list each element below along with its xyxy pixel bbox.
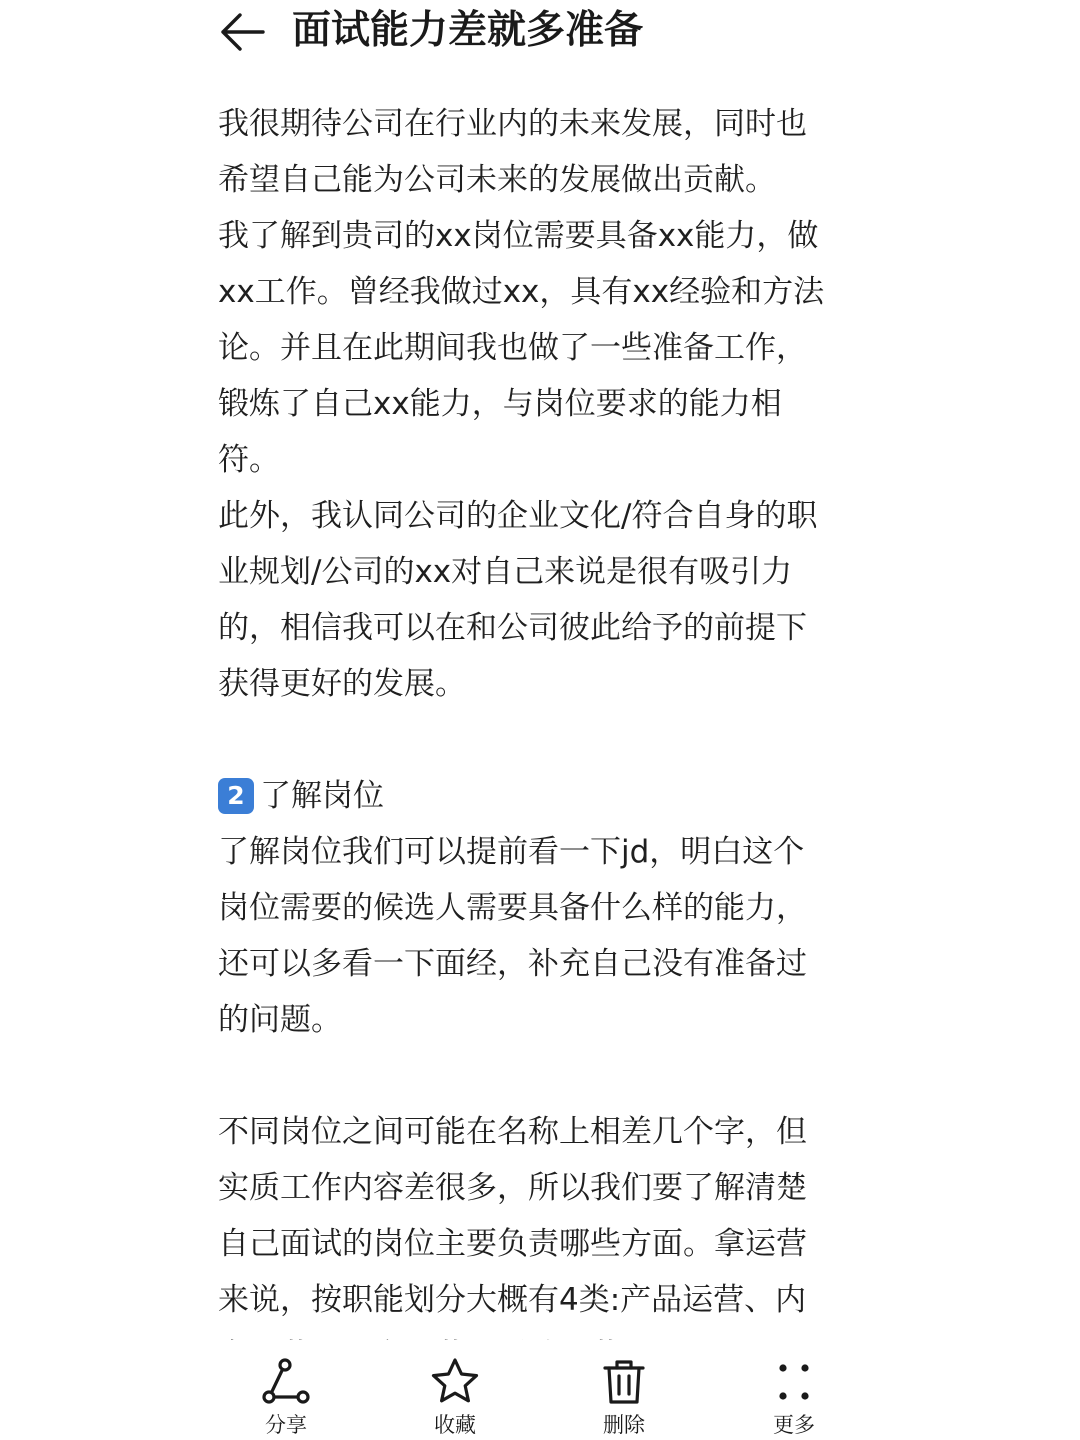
bottom-toolbar [0, 1340, 1080, 1440]
text-line: 获得更好的发展。 [218, 666, 466, 702]
text-line: 希望自己能为公司未来的发展做出贡献。 [218, 162, 776, 198]
more-label: 更多 [773, 1413, 815, 1437]
share-button[interactable] [226, 1356, 346, 1440]
more-button[interactable] [734, 1356, 854, 1440]
text-line: 实质工作内容差很多，所以我们要了解清楚 [218, 1170, 807, 1206]
text-line: 自己面试的岗位主要负责哪些方面。拿运营 [218, 1226, 807, 1262]
text-line: 不同岗位之间可能在名称上相差几个字，但 [218, 1114, 807, 1150]
blank-line [218, 1048, 868, 1104]
paragraph-position [218, 824, 868, 1048]
paragraph-intro [218, 96, 868, 712]
text-line: 我很期待公司在行业内的未来发展，同时也 [218, 106, 807, 142]
text-line: 的，相信我可以在和公司彼此给予的前提下 [218, 610, 807, 646]
text-line: 我了解到贵司的xx岗位需要具备xx能力，做 [218, 218, 819, 254]
text-line: 来说，按职能划分大概有4类:产品运营、内 [218, 1282, 807, 1318]
delete-button[interactable] [564, 1356, 684, 1440]
favorite-button[interactable] [395, 1356, 515, 1440]
section-heading [218, 768, 868, 824]
share-label: 分享 [265, 1413, 307, 1437]
section-title: 了解岗位 [260, 778, 384, 814]
share-icon [260, 1356, 312, 1408]
text-line: 锻炼了自己xx能力，与岗位要求的能力相 [218, 386, 782, 422]
text-line: 的问题。 [218, 1002, 342, 1038]
text-line: 此外，我认同公司的企业文化/符合自身的职 [218, 498, 818, 534]
text-line: 岗位需要的候选人需要具备什么样的能力， [218, 890, 807, 926]
text-line: 符。 [218, 442, 280, 478]
favorite-label: 收藏 [434, 1413, 476, 1437]
trash-icon [598, 1356, 650, 1408]
back-button[interactable] [218, 8, 266, 56]
blank-line [218, 712, 868, 768]
page-title: 面试能力差就多准备 [292, 8, 644, 53]
star-icon [429, 1356, 481, 1408]
text-line: 了解岗位我们可以提前看一下jd，明白这个 [218, 834, 805, 870]
note-content[interactable] [218, 96, 868, 1338]
text-line: 业规划/公司的xx对自己来说是很有吸引力 [218, 554, 793, 590]
text-line: xx工作。曾经我做过xx，具有xx经验和方法 [218, 274, 825, 310]
text-line: 还可以多看一下面经，补充自己没有准备过 [218, 946, 807, 982]
number-badge-icon: 2 [218, 778, 254, 814]
text-line: 论。并且在此期间我也做了一些准备工作， [218, 330, 807, 366]
top-bar [0, 0, 1080, 64]
more-dots-icon [768, 1356, 820, 1408]
delete-label: 删除 [603, 1413, 645, 1437]
arrow-left-icon [219, 12, 265, 52]
